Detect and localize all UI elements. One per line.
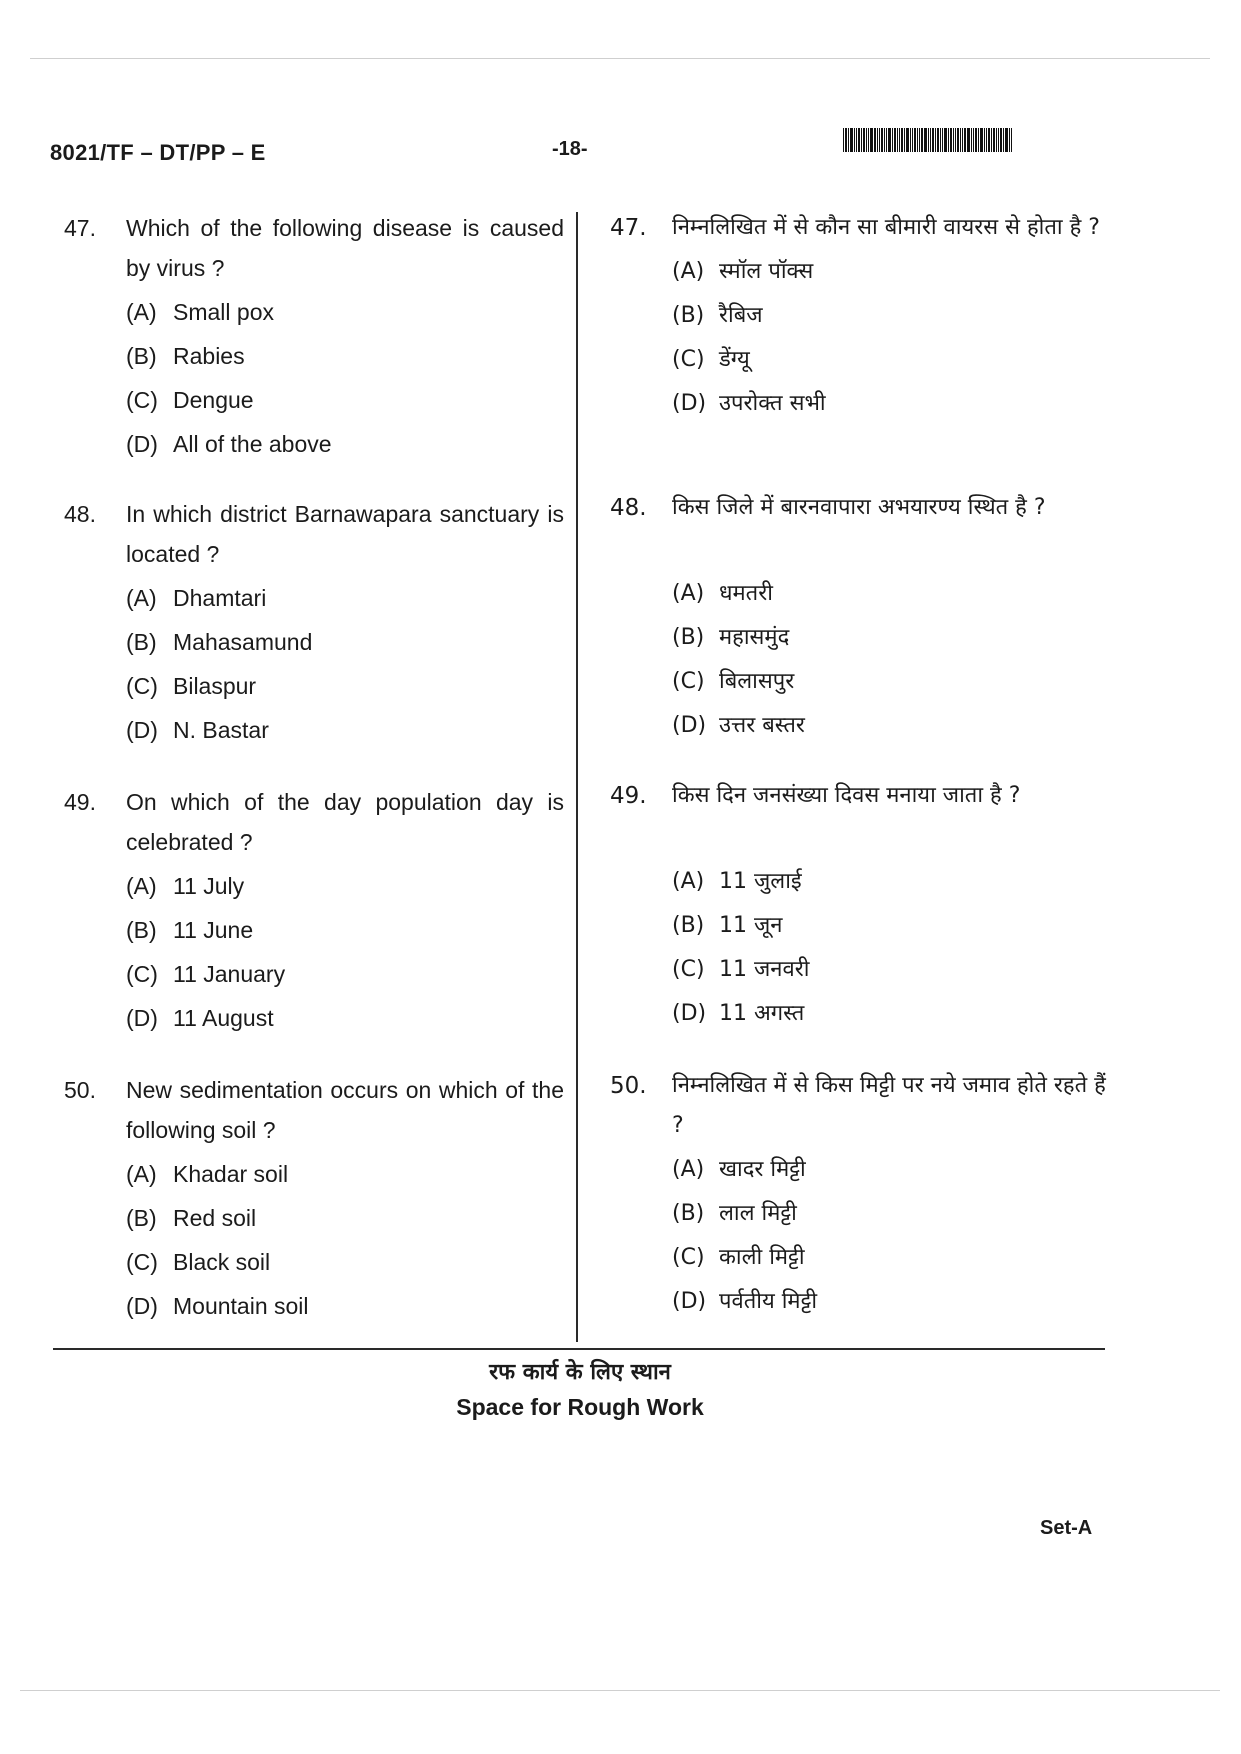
- option-label: (B): [672, 625, 705, 650]
- option-text: उपरोक्त सभी: [719, 391, 826, 416]
- options-list: [126, 1152, 564, 1328]
- barcode-bar: [843, 128, 844, 152]
- barcode-bar: [978, 128, 979, 152]
- option-label: (D): [672, 391, 707, 416]
- option-c: [126, 952, 564, 996]
- barcode-bar: [988, 128, 990, 152]
- option-a: [126, 1152, 564, 1196]
- barcode-bar: [850, 128, 853, 152]
- barcode-bar: [975, 128, 977, 152]
- option-d: [126, 708, 564, 752]
- options-list: [126, 576, 564, 752]
- option-b: [126, 1196, 564, 1240]
- option-text: स्मॉल पॉक्स: [719, 259, 814, 284]
- options-list: [126, 864, 564, 1040]
- option-label: (D): [126, 717, 158, 743]
- barcode-bar: [879, 128, 880, 152]
- option-label: (C): [672, 347, 705, 372]
- option-label: (A): [126, 299, 157, 325]
- option-text: 11 जनवरी: [719, 957, 810, 982]
- question-text: निम्नलिखित में से किस मिट्टी पर नये जमाव होते रहते हैं ?: [672, 1073, 1106, 1138]
- barcode-bar: [874, 128, 876, 152]
- barcode-bar: [932, 128, 934, 152]
- rough-work-heading: Space for Rough Work: [456, 1394, 704, 1420]
- option-label: (A): [672, 1157, 705, 1182]
- option-c: [672, 1236, 1110, 1280]
- barcode-bar: [845, 128, 847, 152]
- option-text: Khadar soil: [173, 1161, 289, 1187]
- option-label: (C): [672, 1245, 705, 1270]
- barcode-bar: [877, 128, 878, 152]
- options-list: [672, 1148, 1110, 1324]
- question-47-hi: [610, 208, 1110, 426]
- question-text: निम्नलिखित में से कौन सा बीमारी वायरस से होता है ?: [672, 215, 1100, 240]
- barcode-bar: [964, 128, 966, 152]
- option-text: उत्तर बस्तर: [719, 713, 805, 738]
- option-text: 11 जून: [719, 913, 783, 938]
- barcode-bar: [910, 128, 911, 152]
- barcode-bar: [897, 128, 898, 152]
- barcode-bar: [971, 128, 972, 152]
- barcode-bar: [942, 128, 943, 152]
- option-d: [126, 1284, 564, 1328]
- barcode-bar: [886, 128, 887, 152]
- option-text: बिलासपुर: [719, 669, 795, 694]
- options-list: [672, 572, 1110, 748]
- option-a: [126, 290, 564, 334]
- option-label: (A): [672, 869, 705, 894]
- option-text: Rabies: [173, 343, 245, 369]
- option-c: [126, 1240, 564, 1284]
- option-a: [126, 576, 564, 620]
- barcode-bar: [973, 128, 974, 152]
- question-number: 47.: [610, 215, 647, 241]
- question-number: 48.: [610, 495, 647, 521]
- option-b: [126, 620, 564, 664]
- option-d: [672, 992, 1110, 1036]
- barcode-bar: [930, 128, 931, 152]
- option-d: [672, 704, 1110, 748]
- option-text: Dhamtari: [173, 585, 267, 611]
- barcode-bar: [894, 128, 896, 152]
- option-label: (C): [672, 669, 705, 694]
- option-label: (B): [126, 629, 157, 655]
- barcode-bar: [940, 128, 941, 152]
- question-text: Which of the following disease is caused by virus ?: [126, 215, 564, 281]
- barcode-bar: [921, 128, 923, 152]
- barcode-bar: [935, 128, 936, 152]
- barcode-bar: [955, 128, 956, 152]
- option-text: Red soil: [173, 1205, 257, 1231]
- option-c: [672, 948, 1110, 992]
- question-number: 50.: [610, 1073, 647, 1099]
- question-number: 49.: [64, 789, 96, 815]
- question-text: New sedimentation occurs on which of the following soil ?: [126, 1077, 564, 1143]
- option-text: Mahasamund: [173, 629, 313, 655]
- option-text: 11 अगस्त: [719, 1001, 805, 1026]
- option-a: [672, 860, 1110, 904]
- option-b: [126, 908, 564, 952]
- barcode-bar: [917, 128, 918, 152]
- options-list: [672, 860, 1110, 1036]
- barcode-bar: [884, 128, 885, 152]
- question-number: 49.: [610, 783, 647, 809]
- option-c: [672, 660, 1110, 704]
- barcode-bar: [960, 128, 961, 152]
- option-label: (D): [126, 1293, 158, 1319]
- option-d: [126, 996, 564, 1040]
- barcode-bar: [912, 128, 913, 152]
- barcode-bar: [984, 128, 985, 152]
- option-label: (C): [126, 673, 158, 699]
- page-number: -18-: [552, 138, 588, 160]
- option-text: Black soil: [173, 1249, 271, 1275]
- option-label: (B): [672, 1201, 705, 1226]
- option-label: (A): [672, 259, 705, 284]
- barcode-bar: [856, 128, 857, 152]
- barcode-bar: [937, 128, 939, 152]
- barcode-bar: [861, 128, 862, 152]
- option-text: Mountain soil: [173, 1293, 309, 1319]
- option-b: [126, 334, 564, 378]
- barcode-bar: [914, 128, 916, 152]
- option-d: [672, 382, 1110, 426]
- barcode-bar: [888, 128, 891, 152]
- option-a: [672, 1148, 1110, 1192]
- barcode-bar: [854, 128, 855, 152]
- option-label: (B): [126, 343, 157, 369]
- barcode-bar: [986, 128, 987, 152]
- option-label: (C): [672, 957, 705, 982]
- option-label: (D): [672, 1289, 707, 1314]
- question-number: 47.: [64, 215, 96, 241]
- option-b: [672, 904, 1110, 948]
- option-text: N. Bastar: [173, 717, 269, 743]
- barcode-bar: [870, 128, 873, 152]
- option-label: (A): [126, 873, 157, 899]
- barcode-bar: [858, 128, 860, 152]
- barcode-bar: [881, 128, 883, 152]
- barcode-bar: [863, 128, 865, 152]
- question-50-hi: [610, 1066, 1110, 1324]
- option-b: [672, 294, 1110, 338]
- scan-edge-line: [30, 58, 1210, 59]
- question-50-en: [64, 1070, 564, 1328]
- option-label: (B): [126, 1205, 157, 1231]
- option-text: महासमुंद: [719, 625, 790, 650]
- barcode-bar: [950, 128, 952, 152]
- option-text: काली मिट्टी: [719, 1245, 805, 1270]
- option-d: [126, 422, 564, 466]
- barcode-bar: [1003, 128, 1004, 152]
- question-number: 48.: [64, 501, 96, 527]
- option-text: रैबिज: [719, 303, 763, 328]
- barcode: [843, 128, 1089, 152]
- option-text: लाल मिट्टी: [719, 1201, 797, 1226]
- barcode-bar: [1005, 128, 1008, 152]
- option-a: [126, 864, 564, 908]
- column-divider: [576, 212, 578, 1342]
- option-text: All of the above: [173, 431, 332, 457]
- barcode-bar: [944, 128, 947, 152]
- option-label: (D): [126, 1005, 158, 1031]
- barcode-bar: [904, 128, 905, 152]
- question-49-en: [64, 782, 564, 1040]
- barcode-bar: [928, 128, 929, 152]
- option-label: (C): [126, 1249, 158, 1275]
- option-c: [126, 664, 564, 708]
- rough-work-heading-hindi: रफ कार्य के लिए स्थान: [489, 1360, 671, 1385]
- option-text: धमतरी: [719, 581, 773, 606]
- option-text: 11 January: [173, 961, 286, 987]
- option-b: [672, 616, 1110, 660]
- barcode-bar: [906, 128, 909, 152]
- question-49-hi: [610, 776, 1110, 1036]
- barcode-bar: [996, 128, 997, 152]
- barcode-bar: [953, 128, 954, 152]
- barcode-bar: [1000, 128, 1002, 152]
- option-d: [672, 1280, 1110, 1324]
- question-text: किस जिले में बारनवापारा अभयारण्य स्थित है ?: [672, 495, 1046, 520]
- option-text: डेंग्यू: [719, 347, 750, 372]
- option-text: 11 जुलाई: [719, 869, 802, 894]
- question-47-en: [64, 208, 564, 466]
- barcode-bar: [924, 128, 927, 152]
- option-a: [672, 572, 1110, 616]
- scan-edge-line: [20, 1690, 1220, 1691]
- barcode-bar: [868, 128, 869, 152]
- option-text: 11 August: [173, 1005, 274, 1031]
- barcode-bar: [848, 128, 849, 152]
- barcode-bar: [901, 128, 903, 152]
- option-label: (A): [126, 1161, 157, 1187]
- question-text: किस दिन जनसंख्या दिवस मनाया जाता है ?: [672, 783, 1021, 808]
- barcode-bar: [1011, 128, 1012, 152]
- barcode-bar: [980, 128, 983, 152]
- question-48-en: [64, 494, 564, 752]
- option-label: (A): [126, 585, 157, 611]
- question-text: In which district Barnawapara sanctuary is located ?: [126, 501, 564, 567]
- option-a: [672, 250, 1110, 294]
- barcode-bar: [998, 128, 999, 152]
- option-text: 11 July: [173, 873, 245, 899]
- barcode-bar: [957, 128, 959, 152]
- option-text: Small pox: [173, 299, 274, 325]
- barcode-bar: [948, 128, 949, 152]
- option-label: (A): [672, 581, 705, 606]
- option-label: (D): [672, 713, 707, 738]
- option-label: (C): [126, 961, 158, 987]
- option-text: Dengue: [173, 387, 254, 413]
- question-number: 50.: [64, 1077, 96, 1103]
- option-label: (B): [672, 913, 705, 938]
- option-label: (C): [126, 387, 158, 413]
- option-label: (D): [672, 1001, 707, 1026]
- barcode-bar: [962, 128, 963, 152]
- option-label: (B): [126, 917, 157, 943]
- options-list: [672, 250, 1110, 426]
- barcode-bar: [1009, 128, 1010, 152]
- barcode-bar: [899, 128, 900, 152]
- question-48-hi: [610, 488, 1110, 748]
- barcode-bar: [991, 128, 992, 152]
- option-label: (D): [126, 431, 158, 457]
- barcode-bar: [919, 128, 920, 152]
- option-label: (B): [672, 303, 705, 328]
- rough-work-rule: [53, 1348, 1105, 1350]
- barcode-bar: [967, 128, 970, 152]
- option-text: खादर मिट्टी: [719, 1157, 806, 1182]
- option-c: [126, 378, 564, 422]
- barcode-bar: [993, 128, 995, 152]
- options-list: [126, 290, 564, 466]
- set-label: Set-A: [1040, 1517, 1093, 1539]
- option-text: पर्वतीय मिट्टी: [719, 1289, 818, 1314]
- option-c: [672, 338, 1110, 382]
- paper-code: 8021/TF – DT/PP – E: [50, 140, 266, 165]
- option-text: 11 June: [173, 917, 254, 943]
- barcode-bar: [866, 128, 867, 152]
- question-text: On which of the day population day is celebrated ?: [126, 789, 564, 855]
- option-text: Bilaspur: [173, 673, 257, 699]
- option-b: [672, 1192, 1110, 1236]
- barcode-bar: [892, 128, 893, 152]
